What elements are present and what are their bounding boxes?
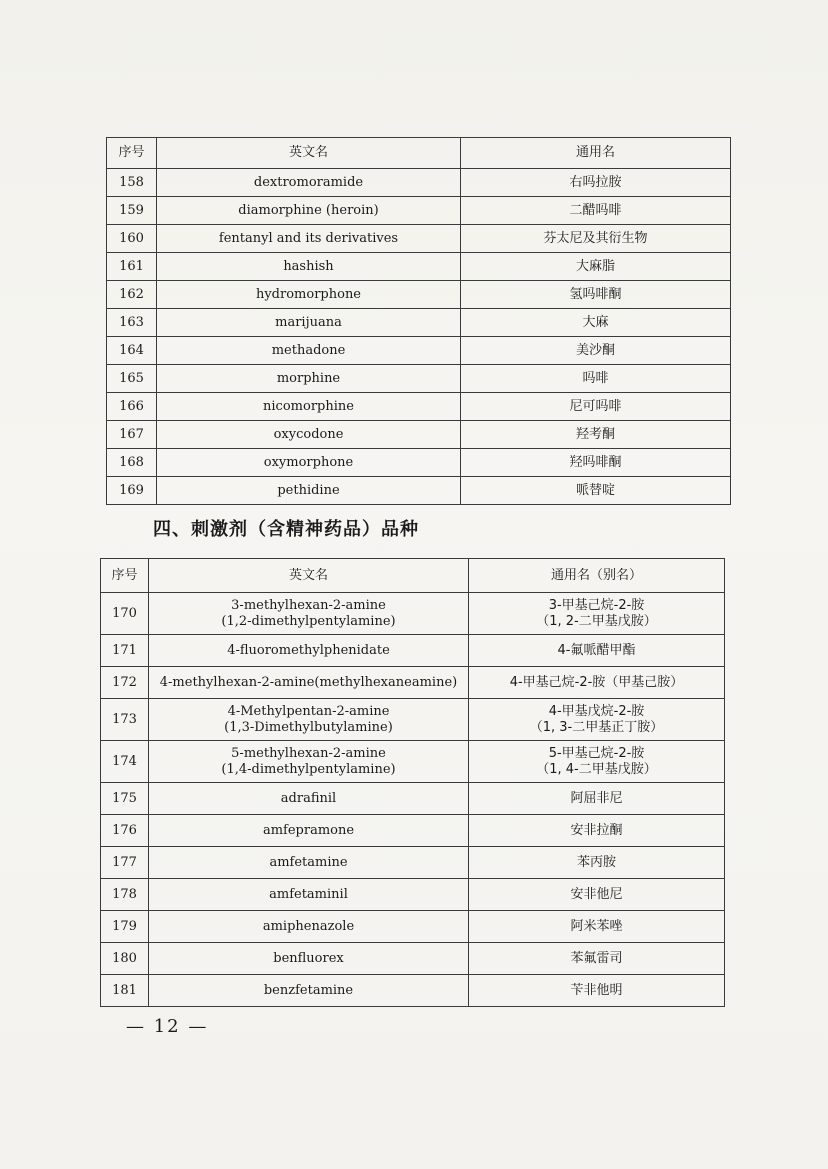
cell-english-name: hydromorphone: [157, 281, 461, 309]
cell-serial-number: 164: [107, 337, 157, 365]
cell-common-name: [469, 699, 725, 741]
cell-serial-number: 165: [107, 365, 157, 393]
cell-serial-number: 180: [101, 943, 149, 975]
common-name-line: 安非拉酮: [570, 822, 623, 838]
table-row: [107, 281, 731, 309]
english-name-line: 5-methylhexan-2-amine: [231, 745, 386, 761]
cell-common-name: 羟吗啡酮: [461, 449, 731, 477]
common-name-line: 4-氟哌醋甲酯: [557, 642, 636, 658]
cell-serial-number: 172: [101, 667, 149, 699]
cell-english-name: nicomorphine: [157, 393, 461, 421]
cell-english-name: [149, 783, 469, 815]
table-row: [107, 477, 731, 505]
cell-english-name: oxycodone: [157, 421, 461, 449]
cell-english-name: [149, 667, 469, 699]
common-name-line: 安非他尼: [570, 886, 623, 902]
cell-serial-number: 173: [101, 699, 149, 741]
cell-english-name: fentanyl and its derivatives: [157, 225, 461, 253]
cell-english-name: [149, 635, 469, 667]
english-name-line: amfetamine: [269, 854, 348, 870]
cell-english-name: oxymorphone: [157, 449, 461, 477]
cell-common-name: 吗啡: [461, 365, 731, 393]
cell-serial-number: 179: [101, 911, 149, 943]
cell-common-name: 芬太尼及其衍生物: [461, 225, 731, 253]
cell-serial-number: 168: [107, 449, 157, 477]
english-name-line: 3-methylhexan-2-amine: [231, 597, 386, 613]
table-row: [107, 421, 731, 449]
cell-serial-number: 174: [101, 741, 149, 783]
english-name-line: (1,3-Dimethylbutylamine): [224, 719, 393, 735]
table-row: [101, 943, 725, 975]
cell-serial-number: 158: [107, 169, 157, 197]
cell-common-name: [469, 911, 725, 943]
english-name-line: benzfetamine: [263, 982, 354, 998]
english-name-line: 4-Methylpentan-2-amine: [227, 703, 390, 719]
common-name-line: 阿米苯唑: [570, 918, 623, 934]
cell-english-name: dextromoramide: [157, 169, 461, 197]
table-row: [107, 169, 731, 197]
cell-common-name: [469, 783, 725, 815]
cell-english-name: morphine: [157, 365, 461, 393]
table-row: [101, 879, 725, 911]
cell-english-name: [149, 879, 469, 911]
cell-english-name: [149, 943, 469, 975]
substances-table-narcotics: [106, 137, 731, 505]
cell-common-name: 尼可吗啡: [461, 393, 731, 421]
common-name-line: 4-甲基戊烷-2-胺: [548, 703, 645, 719]
common-name-line: 阿屈非尼: [570, 790, 623, 806]
table-row: [101, 815, 725, 847]
cell-serial-number: 169: [107, 477, 157, 505]
cell-serial-number: 163: [107, 309, 157, 337]
cell-serial-number: 161: [107, 253, 157, 281]
cell-common-name: [469, 635, 725, 667]
english-name-line: amfetaminil: [269, 886, 348, 902]
substances-table-stimulants: [100, 558, 725, 1007]
english-name-line: adrafinil: [280, 790, 337, 806]
cell-serial-number: 162: [107, 281, 157, 309]
table-row: [107, 225, 731, 253]
cell-common-name: 右吗拉胺: [461, 169, 731, 197]
header-serial-number: 序号: [101, 559, 149, 593]
common-name-line: 3-甲基己烷-2-胺: [548, 597, 645, 613]
cell-english-name: methadone: [157, 337, 461, 365]
cell-common-name: 大麻脂: [461, 253, 731, 281]
header-english-name: 英文名: [157, 138, 461, 169]
cell-english-name: [149, 911, 469, 943]
cell-english-name: [149, 741, 469, 783]
table-header-row: [101, 559, 725, 593]
table-row: [101, 783, 725, 815]
cell-common-name: 哌替啶: [461, 477, 731, 505]
english-name-line: 4-methylhexan-2-amine(methylhexaneamine): [159, 674, 458, 690]
cell-serial-number: 177: [101, 847, 149, 879]
cell-serial-number: 181: [101, 975, 149, 1007]
cell-common-name: [469, 879, 725, 911]
english-name-line: amiphenazole: [262, 918, 355, 934]
cell-english-name: [149, 815, 469, 847]
cell-english-name: hashish: [157, 253, 461, 281]
table-body: [101, 559, 725, 1007]
header-common-name-alias: 通用名（别名）: [469, 559, 725, 593]
table-row: [101, 635, 725, 667]
common-name-line: 苄非他明: [570, 982, 623, 998]
cell-common-name: [469, 815, 725, 847]
english-name-line: benfluorex: [273, 950, 344, 966]
section-title-stimulants: 四、刺激剂（含精神药品）品种: [153, 519, 419, 540]
cell-english-name: pethidine: [157, 477, 461, 505]
table-row: [101, 741, 725, 783]
header-serial-number: 序号: [107, 138, 157, 169]
table-row: [107, 365, 731, 393]
common-name-line: （1, 3-二甲基正丁胺）: [529, 719, 664, 735]
cell-serial-number: 166: [107, 393, 157, 421]
cell-common-name: 二醋吗啡: [461, 197, 731, 225]
table-row: [101, 911, 725, 943]
table-row: [107, 197, 731, 225]
cell-serial-number: 176: [101, 815, 149, 847]
cell-common-name: [469, 847, 725, 879]
cell-serial-number: 170: [101, 593, 149, 635]
english-name-line: 4-fluoromethylphenidate: [227, 642, 390, 658]
table-row: [107, 449, 731, 477]
cell-serial-number: 159: [107, 197, 157, 225]
header-common-name: 通用名: [461, 138, 731, 169]
cell-common-name: 美沙酮: [461, 337, 731, 365]
table-body: [107, 138, 731, 505]
cell-english-name: [149, 847, 469, 879]
cell-common-name: 羟考酮: [461, 421, 731, 449]
cell-common-name: [469, 975, 725, 1007]
table-row: [101, 847, 725, 879]
table-row: [101, 593, 725, 635]
header-english-name: 英文名: [149, 559, 469, 593]
cell-serial-number: 160: [107, 225, 157, 253]
cell-serial-number: 167: [107, 421, 157, 449]
cell-common-name: [469, 943, 725, 975]
cell-common-name: 大麻: [461, 309, 731, 337]
cell-common-name: [469, 741, 725, 783]
english-name-line: (1,2-dimethylpentylamine): [221, 613, 396, 629]
cell-english-name: marijuana: [157, 309, 461, 337]
table-row: [101, 975, 725, 1007]
common-name-line: 苯丙胺: [576, 854, 616, 870]
table-row: [107, 253, 731, 281]
table-row: [107, 337, 731, 365]
english-name-line: amfepramone: [262, 822, 355, 838]
cell-english-name: [149, 975, 469, 1007]
common-name-line: 4-甲基己烷-2-胺（甲基己胺）: [509, 674, 684, 690]
table-header-row: [107, 138, 731, 169]
common-name-line: 5-甲基己烷-2-胺: [548, 745, 645, 761]
cell-common-name: 氢吗啡酮: [461, 281, 731, 309]
table-row: [101, 699, 725, 741]
table-row: [107, 309, 731, 337]
cell-serial-number: 171: [101, 635, 149, 667]
table-row: [107, 393, 731, 421]
cell-serial-number: 175: [101, 783, 149, 815]
english-name-line: (1,4-dimethylpentylamine): [221, 761, 396, 777]
common-name-line: （1, 2-二甲基戊胺）: [536, 613, 657, 629]
common-name-line: 苯氟雷司: [570, 950, 623, 966]
cell-common-name: [469, 593, 725, 635]
cell-common-name: [469, 667, 725, 699]
cell-english-name: [149, 593, 469, 635]
page-number: — 12 —: [126, 1016, 209, 1037]
cell-serial-number: 178: [101, 879, 149, 911]
table-row: [101, 667, 725, 699]
cell-english-name: [149, 699, 469, 741]
cell-english-name: diamorphine (heroin): [157, 197, 461, 225]
common-name-line: （1, 4-二甲基戊胺）: [536, 761, 657, 777]
